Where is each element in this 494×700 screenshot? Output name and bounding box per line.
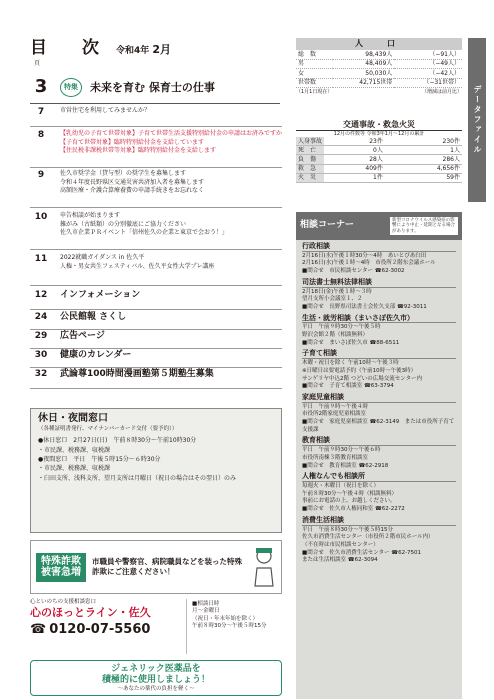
toc-entry[interactable]: [30, 331, 282, 349]
generic-line2: 積極的に使用しましょう！: [101, 674, 210, 685]
traffic-cell: 負 傷: [296, 155, 324, 164]
night-window-row: ・市民課、税務課、収税課: [38, 446, 111, 454]
toc-line: 申告相談が始まります: [60, 212, 121, 219]
hotline-sub: 心といのちの支援相談窓口: [30, 599, 97, 605]
feature-page: 3: [34, 76, 48, 98]
toc-lines: [52, 290, 282, 309]
consult-section: [296, 347, 462, 391]
traffic-period: 12月の件数等 令和3年1月～12月の累計: [333, 131, 425, 137]
population-cell: 42,715世帯: [333, 78, 395, 88]
consult-line: 平日 午前８時30分～午後５時15分: [302, 526, 393, 533]
population-cell: （−49人）: [394, 59, 462, 69]
population-cell: 総 数: [296, 50, 333, 59]
consult-line: ■問合せ 佐久市消費生活センター ☎62-7501: [302, 549, 422, 556]
toc-page-number: 24: [34, 312, 48, 322]
population-row: [296, 59, 462, 69]
consult-section-title: 人権なんでも相談所: [302, 472, 456, 482]
consult-section: [296, 391, 462, 435]
consult-section-title: 教育相談: [302, 436, 456, 446]
toc-line: 【乳幼児の子育て世帯対象】子育て世帯生活支援特別給付金の申請はお済みですか: [60, 130, 283, 137]
population-row: [296, 69, 462, 79]
feature-tag: 特集: [60, 78, 82, 97]
consult-line: 平日 午前９時30分～午後６時: [302, 447, 381, 454]
toc-line: 令和４年度長野県区交通災害共済加入者を募集します: [60, 178, 205, 186]
consult-section: [296, 514, 462, 565]
phone-icon: ☎: [30, 621, 47, 637]
consult-line: 木曜・祝日を除く 午前10時～午後３時: [302, 360, 399, 367]
consult-section: [296, 470, 462, 514]
consult-line: または生活相談室 ☎62-3094: [302, 557, 378, 564]
toc-page-number: 12: [34, 290, 48, 300]
toc-entry[interactable]: [30, 212, 282, 250]
toc-page-number: 30: [34, 350, 48, 360]
consult-line: 午前８時30分～午後４時（相談無料）: [302, 490, 397, 497]
consult-line: ■問合せ まいさぽ佐久市 ☎88-6511: [302, 339, 400, 346]
toc-line: 雑がみ（古紙類）の分別徹底にご協力ください: [60, 220, 187, 228]
night-window-row: ・市民課、税務課、収税課: [38, 465, 111, 473]
toc-line: 市営住宅を利用してみませんか？: [60, 107, 151, 114]
feature-title: 未来を育む 保育士の仕事: [90, 80, 215, 94]
consult-line: ■問合せ 佐久市人権同和室 ☎62-2272: [302, 506, 405, 513]
toc-lines: [52, 312, 282, 329]
toc-page-number: 10: [34, 212, 48, 222]
generic-line1: ジェネリック医薬品を: [111, 664, 201, 674]
toc-line: 公民館報 さくし: [60, 312, 127, 322]
traffic-row: [296, 155, 462, 164]
consult-line: 平日 午前９時30分～午後５時: [302, 324, 381, 331]
consult-line: 野沢会館２階（相談無料）: [302, 332, 369, 339]
consult-line: （不在時は市民相談センター）: [302, 541, 379, 548]
toc-line: 2022就職ガイダンス in 佐久平: [60, 254, 145, 261]
consult-line: 毎週火・木曜日（祝日を除く）: [302, 483, 380, 489]
consult-line: 市役所南棟３階教育相談室: [302, 454, 369, 461]
traffic-cell: 火 災: [296, 173, 324, 182]
toc-page-number: 9: [37, 170, 45, 180]
consult-section-title: 子育て相談: [302, 349, 456, 359]
feature-entry[interactable]: [30, 72, 280, 104]
toc-page-number: 7: [37, 107, 45, 117]
hotline-hours: （祝日・年末年始を除く）: [192, 615, 259, 622]
traffic-row: [296, 173, 462, 182]
toc-line: 【子育て世帯対象】臨時特別給付金を支給しています: [60, 138, 205, 146]
population-box: [296, 38, 462, 116]
consult-title: 相談コーナー: [300, 220, 355, 231]
population-title: 人 口: [296, 38, 462, 50]
consult-line: 佐久市消費生活センター（市役所２階市民ホール内）: [302, 534, 434, 541]
hotline-hours: 月～金曜日: [192, 608, 220, 615]
page-column-header: 頁: [34, 60, 41, 67]
consult-line: 2月16日(水)午後１時30分～4時 あいとぴあ臼田: [302, 252, 427, 259]
traffic-cell: 230件: [385, 137, 462, 146]
toc-lines: [52, 107, 282, 126]
toc-line: 人権・男女共生フェスティバル、佐久平女性大学プレ講座: [60, 262, 215, 270]
consult-line: 2月16日(水)午後１時～4時 市役所２階东会議ホール: [302, 260, 436, 267]
traffic-row: [296, 164, 462, 173]
toc-lines: [52, 212, 282, 249]
night-window-row: ●夜間窓口 平日 午後５時15分～６時30分: [38, 455, 161, 463]
population-cell: 50,030人: [333, 69, 395, 79]
population-row: [296, 50, 462, 59]
consult-section: [296, 276, 462, 312]
traffic-box: [296, 120, 462, 203]
toc-lines: [52, 170, 282, 207]
toc-entry[interactable]: [30, 130, 282, 168]
traffic-cell: 1件: [324, 173, 385, 182]
traffic-cell: 死 亡: [296, 146, 324, 155]
toc-page-number: 8: [37, 130, 45, 140]
consult-line: 望月支所小会議室１、２: [302, 296, 363, 303]
toc-entry[interactable]: [30, 369, 282, 389]
toc-line: 健康のカレンダー: [60, 350, 132, 360]
population-cell: 98,439人: [333, 50, 395, 59]
issue-label: 令和4年 2月: [116, 43, 172, 56]
consult-note: 新型コロナウイルス感染症の影響により中止・延期となる場合があります。: [390, 217, 458, 236]
consult-section: [296, 434, 462, 470]
toc-lines: [52, 331, 282, 348]
population-cell: （−42人）: [394, 69, 462, 79]
population-table: [296, 50, 462, 88]
traffic-cell: 4,656件: [385, 164, 462, 173]
generic-medicine-box: [30, 660, 282, 696]
consult-line: 事前にお電話の上、お越しください。: [302, 498, 396, 505]
fraud-badge: 特殊詐欺被害急増: [36, 553, 86, 582]
toc-page-number: 29: [34, 331, 48, 341]
consult-line: ■問合せ 教育相談室 ☎62-2918: [302, 462, 389, 469]
traffic-cell: 28人: [324, 155, 385, 164]
consult-line: ■問合せ 市民相談センター ☎62-3002: [302, 268, 405, 275]
page-title: [30, 38, 171, 59]
population-cell: 48,409人: [333, 59, 395, 69]
consult-header: [296, 212, 462, 240]
toc-line: 佐久市奨学金（貸与型）の奨学生を募集します: [60, 170, 187, 177]
traffic-cell: 286人: [385, 155, 462, 164]
consult-line: サンゲリヤ中込2階 つどいの広場交流センター内: [302, 375, 423, 382]
toc-lines: [52, 350, 282, 367]
traffic-title: 交通事故・救急火災: [296, 120, 462, 131]
night-window-row: ・臼田支所、浅科支所、望月支所は月曜日（祝日の場合はその翌日）のみ: [38, 474, 237, 482]
consult-line: 平日 午前９時～午後４時: [302, 403, 369, 410]
consult-section-title: 消費生活相談: [302, 516, 456, 526]
consult-section-title: 行政相談: [302, 242, 456, 252]
traffic-row: [296, 137, 462, 146]
night-window-title: 休日・夜間窓口: [38, 413, 108, 424]
traffic-cell: 人身事故: [298, 137, 323, 145]
contents-title: 目 次: [30, 38, 108, 58]
traffic-table: [296, 137, 462, 182]
consult-section-title: 家庭児童相談: [302, 393, 456, 403]
population-cell: （−91人）: [394, 50, 462, 59]
toc-entry[interactable]: [30, 312, 282, 330]
consult-line: ■問合せ 長野県司法書士会佐久支部 ☎92-3011: [302, 303, 427, 310]
toc-entry[interactable]: [30, 107, 282, 127]
consult-line: ※日曜日は要電話予約（午前10時～午後3時）: [302, 367, 417, 374]
traffic-cell: 救 急: [296, 164, 324, 173]
consult-corner: [296, 212, 462, 699]
night-window-subtitle: （各種証明書発行、マイナンバーカード交付（要予約））: [38, 425, 178, 432]
data-file-label: データファイル: [468, 38, 486, 202]
hotline-hours: 午前８時30分～午後５時15分: [192, 623, 267, 630]
hotline-box: [30, 599, 282, 654]
traffic-cell: 1人: [385, 146, 462, 155]
population-row: [296, 78, 462, 88]
police-icon: [252, 546, 276, 588]
consult-line: ■問合せ 家庭児童相談室 ☎62-3149 または市役所子育て支援課: [302, 419, 455, 433]
traffic-cell: 59件: [385, 173, 462, 182]
toc-entry[interactable]: [30, 290, 282, 310]
consult-section: [296, 240, 462, 276]
fraud-message: 市職員や警察官、病院職員などを装った特殊詐欺にご注意ください！: [92, 557, 242, 576]
generic-line3: ～あなたの薬代の負担を軽く～: [117, 685, 195, 692]
toc-line: 高額医療・介護合算療養費の申請手続きをお忘れなく: [60, 187, 205, 195]
toc-page-number: 32: [34, 369, 48, 379]
traffic-cell: 409件: [324, 164, 385, 173]
night-window-box: [30, 408, 282, 533]
hotline-name: 心のほっとライン・佐久: [30, 605, 151, 619]
toc-line: 武論尊100時間漫画塾第５期塾生募集: [60, 369, 214, 379]
toc-line: 佐久市企業ＰＲイベント「信州佐久の企業と東京で会おう！」: [60, 229, 229, 237]
toc-lines: [52, 130, 282, 167]
traffic-cell: 0人: [324, 146, 385, 155]
toc-line: インフォメーション: [60, 290, 141, 300]
toc-lines: [52, 369, 282, 388]
population-note: （増減は前月比）: [421, 89, 462, 95]
hotline-hours-title: ■相談日時: [192, 601, 220, 607]
toc-lines: [52, 254, 282, 285]
toc-entry[interactable]: [30, 254, 282, 286]
toc-entry[interactable]: [30, 350, 282, 368]
population-cell: 男: [296, 59, 333, 69]
consult-line: 市役所2階家庭児童相談室: [302, 411, 367, 418]
population-date: （1月1日現在）: [296, 89, 333, 95]
traffic-cell: 23件: [324, 137, 385, 146]
consult-section-title: 生活・就労相談（まいさぽ佐久市）: [302, 314, 456, 324]
consult-section-title: 司法書士無料法律相談: [302, 278, 456, 288]
consult-section: [296, 312, 462, 348]
fraud-warning-box: [30, 540, 282, 594]
population-cell: 女: [296, 69, 333, 79]
toc-entry[interactable]: [30, 170, 282, 208]
population-cell: 世帯数: [296, 78, 333, 88]
toc-line: 【住民税非課税世帯等対象】臨時特別給付金を支給します: [60, 147, 217, 155]
hotline-phone[interactable]: ☎ 0120-07-5560: [30, 621, 151, 637]
consult-line: ■問合せ 子育て相談室 ☎63-3794: [302, 383, 394, 390]
toc-line: 広告ページ: [60, 331, 105, 341]
night-window-row: ●休日窓口 2月27日(日) 午前８時30分～午前10時30分: [38, 437, 197, 445]
consult-line: 2月18日(金)午後１時～３時: [302, 288, 372, 295]
population-cell: （−31世帯）: [394, 78, 462, 88]
toc-page-number: 11: [34, 254, 48, 264]
traffic-row: [296, 146, 462, 155]
